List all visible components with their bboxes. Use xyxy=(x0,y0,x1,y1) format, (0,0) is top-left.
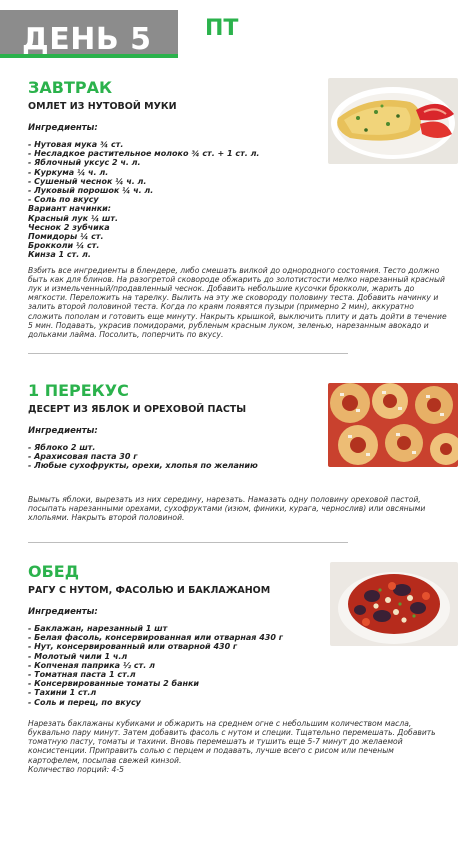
filling-item: Красный лук ¼ шт. xyxy=(28,213,119,223)
lunch-title: ОБЕД xyxy=(28,562,79,581)
weekday-label: ПТ xyxy=(205,16,239,41)
filling-item: Помидоры ¼ ст. xyxy=(28,232,104,242)
filling-item: Кинза 1 ст. л. xyxy=(28,250,91,260)
snack-method: Вымыть яблоки, вырезать из них середину, нарезать. Намазать одну половину ореховой пастой, посыпать нарезанными орехами, сухофруктами (изюм, финики, курага, чернослив) или овсяными хлопьями. Накрыть второй половиной. xyxy=(28,494,426,523)
ingredient-item: - Несладкое растительное молоко ¾ ст. + 1 ст. л. xyxy=(28,149,260,159)
ingredient-item: - Консервированные томаты 2 банки xyxy=(28,679,200,689)
lunch-servings: Количество порций: 4-5 xyxy=(28,764,124,774)
breakfast-method: Взбить все ингредиенты в блендере, либо смешать вилкой до однородного состояния. Тесто должно быть как для блинов. На разогретой сковороде обжарить до золотистости мелко нарезанный красный лук и измельченный/продавленный чеснок. Добавить небольшие кусочки брокколи, жарить до мягкости. Переложить на тарелку. Вылить на эту же сковороду половину теста. Добавить начинку и залить второй половиной теста. Когда по краям появятся пузыри (примерно 2 мин), аккуратно сложить пополам и готовить еще минуту. Накрыть крышкой, выключить плиту и дать дойти в течение 5 мин. Подавать, украсив помидорами, рубленым красным луком, зеленью, нарезанным авокадо и дольками лайма. Посолить, поперчить по вкусу. xyxy=(28,265,447,340)
lunch-method: Нарезать баклажаны кубиками и обжарить на среднем огне с небольшим количеством масла, буквально пару минут. Затем добавить фасоль с нутом и специи. Тщательно перемешать. Добавить томатную пасту, томаты и тахини. Вновь перемешать и тушить еще 5-7 минут до желаемой консистенции. Приправить солью с перцем и подавать, лучше всего с рисом или печеным картофелем, посыпав свежей кинзой. xyxy=(28,718,436,765)
section-divider xyxy=(28,353,348,354)
ingredient-item: - Нут, консервированный или отварной 430 г xyxy=(28,642,238,652)
ingredient-item: - Белая фасоль, консервированная или отварная 430 г xyxy=(28,633,283,643)
snack-dish-name: ДЕСЕРТ ИЗ ЯБЛОК И ОРЕХОВОЙ ПАСТЫ xyxy=(28,404,247,415)
ingredient-item: - Соль и перец, по вкусу xyxy=(28,697,141,707)
filling-item: Чеснок 2 зубчика xyxy=(28,222,110,232)
ingredient-item: - Баклажан, нарезанный 1 шт xyxy=(28,624,168,633)
filling-item: Брокколи ¼ ст. xyxy=(28,241,100,251)
snack-title: 1 ПЕРЕКУС xyxy=(28,381,129,400)
stew-photo xyxy=(330,562,458,646)
ingredient-item: - Нутовая мука ¾ ст. xyxy=(28,140,124,149)
day-header-bar xyxy=(0,10,178,58)
lunch-dish-name: РАГУ С НУТОМ, ФАСОЛЬЮ И БАКЛАЖАНОМ xyxy=(28,585,271,596)
breakfast-ingredients-heading: Ингредиенты: xyxy=(28,123,98,133)
filling-heading: Вариант начинки: xyxy=(28,204,111,214)
apple-rings-photo xyxy=(328,383,458,467)
ingredient-item: - Луковый порошок ¼ ч. л. xyxy=(28,186,154,196)
snack-ingredients-heading: Ингредиенты: xyxy=(28,426,98,436)
day-title: ДЕНЬ 5 xyxy=(22,22,152,57)
ingredient-item: - Сушеный чеснок ¼ ч. л. xyxy=(28,176,147,186)
ingredient-item: - Молотый чили 1 ч.л xyxy=(28,651,128,661)
ingredient-item: - Соль по вкусу xyxy=(28,195,99,205)
section-divider xyxy=(28,542,348,543)
breakfast-dish-name: ОМЛЕТ ИЗ НУТОВОЙ МУКИ xyxy=(28,101,177,112)
lunch-ingredients-heading: Ингредиенты: xyxy=(28,607,98,617)
omelet-photo xyxy=(328,78,458,164)
breakfast-title: ЗАВТРАК xyxy=(28,78,113,97)
ingredient-item: - Копченая паприка ½ ст. л xyxy=(28,660,155,670)
ingredient-item: - Любые сухофрукты, орехи, хлопья по желанию xyxy=(28,461,258,471)
ingredient-item: - Арахисовая паста 30 г xyxy=(28,452,138,462)
ingredient-item: - Яблочный уксус 2 ч. л. xyxy=(28,158,141,168)
ingredient-item: - Тахини 1 ст.л xyxy=(28,688,97,698)
ingredient-item: - Яблоко 2 шт. xyxy=(28,443,96,452)
ingredient-item: - Куркума ¼ ч. л. xyxy=(28,167,109,177)
ingredient-item: - Томатная паста 1 ст.л xyxy=(28,670,136,680)
